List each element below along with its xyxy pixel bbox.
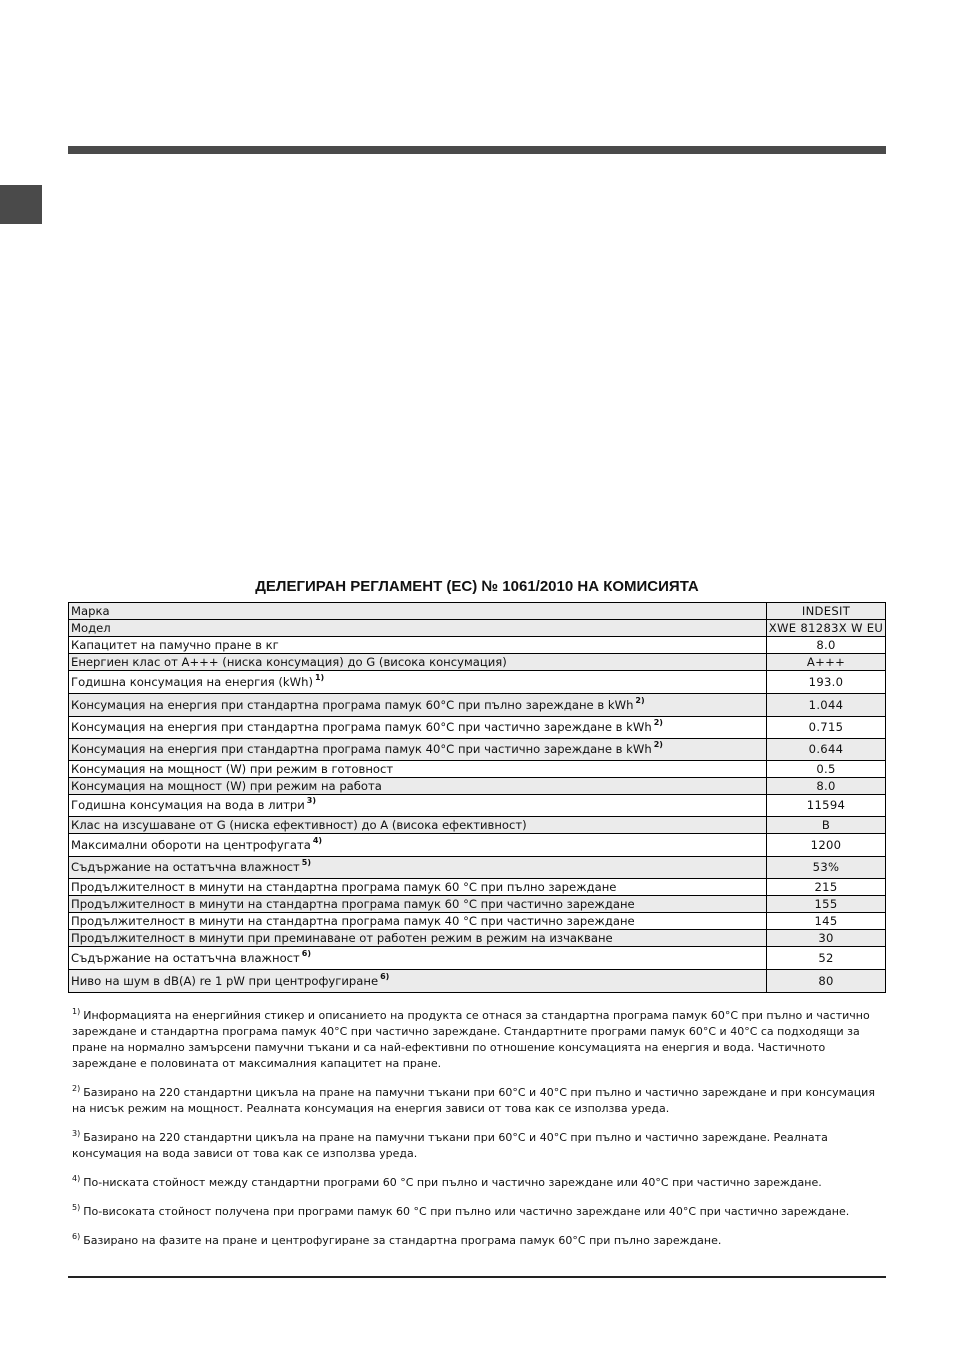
table-row <box>69 879 886 896</box>
footnote-mark: 5) <box>72 1203 81 1212</box>
row-label-cell <box>69 896 767 913</box>
section-tab-marker <box>0 185 42 224</box>
product-spec-table <box>68 602 886 993</box>
row-value: 0.715 <box>767 717 886 739</box>
table-row <box>69 739 886 761</box>
row-value: 0.5 <box>767 761 886 778</box>
row-value: 145 <box>767 913 886 930</box>
footer-rule <box>68 1276 886 1278</box>
row-label-cell <box>69 620 767 637</box>
table-row <box>69 761 886 778</box>
footnote <box>72 1233 886 1249</box>
row-label: Съдържание на остатъчна влажност <box>71 950 300 965</box>
footnote-ref: 3) <box>306 796 316 805</box>
row-value: 215 <box>767 879 886 896</box>
table-row <box>69 717 886 739</box>
row-label: Консумация на енергия при стандартна програма памук 60°C при частично зареждане в kWh <box>71 720 652 734</box>
footnote-mark: 6) <box>72 1232 81 1241</box>
row-value: 0.644 <box>767 739 886 761</box>
row-value: B <box>767 817 886 834</box>
table-row <box>69 817 886 834</box>
footnote <box>72 1204 886 1220</box>
table-row <box>69 970 886 993</box>
footnote <box>72 1175 886 1191</box>
footnotes <box>72 1008 886 1262</box>
row-label-cell <box>69 817 767 834</box>
row-value: A+++ <box>767 654 886 671</box>
row-value: 80 <box>767 970 886 993</box>
row-label: Клас на изсушаване от G (ниска ефективност) до A (висока ефективност) <box>71 817 527 832</box>
row-label: Максимални обороти на центрофугата <box>71 837 311 852</box>
table-row <box>69 637 886 654</box>
table-row <box>69 671 886 694</box>
row-label-cell <box>69 671 767 694</box>
row-label: Консумация на мощност (W) при режим на работа <box>71 778 382 793</box>
row-label: Марка <box>71 603 110 618</box>
row-label-cell <box>69 970 767 993</box>
table-row <box>69 778 886 795</box>
footnote <box>72 1085 886 1117</box>
footnote-mark: 2) <box>72 1084 81 1093</box>
table-row <box>69 620 886 637</box>
row-label-cell <box>69 947 767 970</box>
footnote-ref: 2) <box>653 718 663 727</box>
table-row <box>69 857 886 879</box>
table-row <box>69 896 886 913</box>
row-label-cell <box>69 654 767 671</box>
footnote-ref: 2) <box>635 695 645 705</box>
table-row <box>69 694 886 717</box>
row-label: Продължителност в минути на стандартна програма памук 60 °C при пълно зареждане <box>71 879 617 894</box>
row-label: Съдържание на остатъчна влажност <box>71 860 300 874</box>
row-value: 52 <box>767 947 886 970</box>
row-value: XWE 81283X W EU <box>767 620 886 637</box>
row-label: Продължителност в минути при преминаване от работен режим в режим на изчакване <box>71 930 613 945</box>
footnote-text: По-ниската стойност между стандартни програми 60 °C при пълно и частично зареждане или 40°C при частично зареждане. <box>83 1176 822 1189</box>
table-row <box>69 834 886 857</box>
table-row <box>69 654 886 671</box>
row-label-cell <box>69 603 767 620</box>
footnote-text: Базирано на 220 стандартни цикъла на пране на памучни тъкани при 60°C и 40°C при пълно и частично зареждане и при консумация на нисък режим на мощност. Реалната консумация на енергия зависи от това как се използва уреда. <box>72 1086 875 1115</box>
row-label-cell <box>69 795 767 817</box>
row-label-cell <box>69 857 767 879</box>
footnote-mark: 4) <box>72 1174 81 1183</box>
row-value: 30 <box>767 930 886 947</box>
row-label-cell <box>69 930 767 947</box>
row-label: Годишна консумация на вода в литри <box>71 798 305 812</box>
row-label: Модел <box>71 620 111 635</box>
table-row <box>69 947 886 970</box>
row-label-cell <box>69 834 767 857</box>
footnote-text: Базирано на 220 стандартни цикъла на пране на памучни тъкани при 60°C и 40°C при пълно и частично зареждане. Реалната консумация на вода зависи от това как се използва уреда. <box>72 1131 828 1160</box>
footnote <box>72 1008 886 1072</box>
footnote-mark: 1) <box>72 1007 81 1016</box>
row-label-cell <box>69 694 767 717</box>
footnote-ref: 6) <box>380 971 390 981</box>
row-value: 8.0 <box>767 637 886 654</box>
row-label: Консумация на мощност (W) при режим в готовност <box>71 761 394 776</box>
row-value: 11594 <box>767 795 886 817</box>
row-label: Годишна консумация на енергия (kWh) <box>71 674 313 689</box>
row-value: 8.0 <box>767 778 886 795</box>
table-row <box>69 930 886 947</box>
row-label-cell <box>69 879 767 896</box>
footnote-ref: 5) <box>301 858 312 867</box>
footnote-text: Информацията на енергийния стикер и описанието на продукта се отнася за стандартна програма памук 60°C при пълно и частично зареждане и стандартна програма памук 40°C при частично зареждане. Стандартните програми памук 60°C и 40°C са подходящи за пране на нормално замърсени памучни тъкани и са най-ефективни по отношение консумацията на енергия и вода. Частичното зареждане е половината от максималния капацитет на пране. <box>72 1009 870 1070</box>
table-row <box>69 795 886 817</box>
row-value: 193.0 <box>767 671 886 694</box>
header-rule <box>68 146 886 154</box>
row-label: Ниво на шум в dB(A) re 1 pW при центрофугиране <box>71 973 379 988</box>
footnote-mark: 3) <box>72 1129 81 1138</box>
row-label: Продължителност в минути на стандартна програма памук 60 °C при частично зареждане <box>71 896 635 911</box>
row-label-cell <box>69 913 767 930</box>
row-label: Капацитет на памучно пране в кг <box>71 637 279 652</box>
row-value: INDESIT <box>767 603 886 620</box>
row-label: Енергиен клас от A+++ (ниска консумация) до G (висока консумация) <box>71 654 507 669</box>
regulation-title: ДЕЛЕГИРАН РЕГЛАМЕНТ (ЕС) № 1061/2010 НА КОМИСИЯТА <box>255 578 699 595</box>
table-row <box>69 913 886 930</box>
footnote-ref: 1) <box>314 672 325 682</box>
row-label: Продължителност в минути на стандартна програма памук 40 °C при частично зареждане <box>71 913 635 928</box>
row-value: 155 <box>767 896 886 913</box>
footnote-text: Базирано на фазите на пране и центрофугиране за стандартна програма памук 60°C при пълно зареждане. <box>83 1234 722 1247</box>
row-value: 53% <box>767 857 886 879</box>
row-label-cell <box>69 739 767 761</box>
row-value: 1200 <box>767 834 886 857</box>
row-label: Консумация на енергия при стандартна програма памук 60°C при пълно зареждане в kWh <box>71 697 634 712</box>
row-label-cell <box>69 717 767 739</box>
footnote-ref: 2) <box>653 740 663 749</box>
footnote-ref: 6) <box>301 948 312 958</box>
row-value: 1.044 <box>767 694 886 717</box>
footnote-text: По-високата стойност получена при програми памук 60 °C при пълно или частично зареждане или 40°C при частично зареждане. <box>83 1205 850 1218</box>
footnote <box>72 1130 886 1162</box>
row-label-cell <box>69 637 767 654</box>
row-label: Консумация на енергия при стандартна програма памук 40°C при частично зареждане в kWh <box>71 742 652 756</box>
table-row <box>69 603 886 620</box>
row-label-cell <box>69 778 767 795</box>
footnote-ref: 4) <box>312 835 323 845</box>
row-label-cell <box>69 761 767 778</box>
